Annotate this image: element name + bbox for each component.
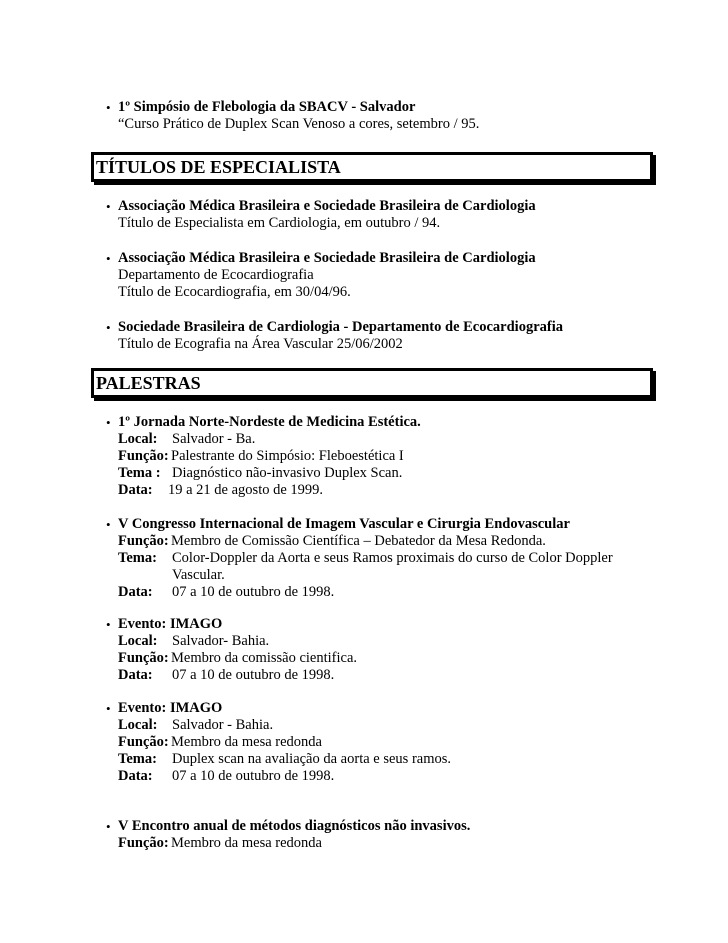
bullet-icon: •: [106, 819, 111, 834]
data-value: 07 a 10 de outubro de 1998.: [172, 768, 335, 784]
bullet-icon: •: [106, 517, 111, 532]
simposio-item: [106, 99, 480, 133]
data-label: Data:: [118, 584, 153, 600]
funcao-label: Função:: [118, 734, 169, 750]
item-title: Sociedade Brasileira de Cardiologia - Departamento de Ecocardiografia: [118, 319, 564, 335]
section-heading-palestras: PALESTRAS: [91, 368, 653, 398]
funcao-value: Palestrante do Simpósio: Fleboestética I: [171, 448, 404, 464]
tema-value-continued: Vascular.: [172, 567, 225, 583]
local-value: Salvador- Bahia.: [172, 633, 270, 649]
item-title: Evento: IMAGO: [118, 616, 223, 632]
tema-value: Color-Doppler da Aorta e seus Ramos proximais do curso de Color Doppler: [172, 550, 613, 566]
palestra-item: [106, 616, 358, 684]
funcao-value: Membro da mesa redonda: [171, 734, 322, 750]
data-value: 19 a 21 de agosto de 1999.: [168, 482, 324, 498]
item-line: Título de Ecocardiografia, em 30/04/96.: [118, 284, 351, 300]
palestra-item: [106, 700, 452, 785]
titulo-item: [106, 198, 536, 232]
bullet-icon: •: [106, 701, 111, 716]
item-title: Evento: IMAGO: [118, 700, 223, 716]
local-value: Salvador - Ba.: [172, 431, 256, 447]
titulo-item: [106, 319, 564, 353]
titulo-item: [106, 250, 536, 301]
palestra-item: [106, 818, 471, 852]
funcao-value: Membro da mesa redonda: [171, 835, 322, 851]
local-label: Local:: [118, 431, 158, 447]
tema-label: Tema:: [118, 550, 157, 566]
funcao-label: Função:: [118, 835, 169, 851]
funcao-value: Membro da comissão cientifica.: [171, 650, 358, 666]
item-title: V Encontro anual de métodos diagnósticos não invasivos.: [118, 818, 471, 834]
palestra-item: [106, 516, 613, 601]
item-line: Departamento de Ecocardiografia: [118, 267, 314, 283]
local-label: Local:: [118, 633, 158, 649]
tema-label: Tema :: [118, 465, 161, 481]
local-value: Salvador - Bahia.: [172, 717, 274, 733]
data-value: 07 a 10 de outubro de 1998.: [172, 667, 335, 683]
data-label: Data:: [118, 667, 153, 683]
bullet-icon: •: [106, 415, 111, 430]
funcao-label: Função:: [118, 533, 169, 549]
item-title: 1º Jornada Norte-Nordeste de Medicina Estética.: [118, 414, 421, 430]
bullet-icon: •: [106, 251, 111, 266]
funcao-value: Membro de Comissão Científica – Debatedor da Mesa Redonda.: [171, 533, 546, 549]
item-title: Associação Médica Brasileira e Sociedade Brasileira de Cardiologia: [118, 198, 536, 214]
bullet-icon: •: [106, 320, 111, 335]
tema-label: Tema:: [118, 751, 157, 767]
item-line: Título de Especialista em Cardiologia, em outubro / 94.: [118, 215, 441, 231]
item-description: “Curso Prático de Duplex Scan Venoso a cores, setembro / 95.: [118, 116, 480, 132]
data-label: Data:: [118, 768, 153, 784]
local-label: Local:: [118, 717, 158, 733]
item-title: Associação Médica Brasileira e Sociedade Brasileira de Cardiologia: [118, 250, 536, 266]
palestra-item: [106, 414, 421, 499]
item-title: 1º Simpósio de Flebologia da SBACV - Salvador: [118, 99, 416, 115]
tema-value: Diagnóstico não-invasivo Duplex Scan.: [172, 465, 403, 481]
bullet-icon: •: [106, 199, 111, 214]
bullet-icon: •: [106, 100, 111, 115]
tema-value: Duplex scan na avaliação da aorta e seus ramos.: [172, 751, 452, 767]
bullet-icon: •: [106, 617, 111, 632]
section-heading-titulos: TÍTULOS DE ESPECIALISTA: [91, 152, 653, 182]
funcao-label: Função:: [118, 650, 169, 666]
item-title: V Congresso Internacional de Imagem Vascular e Cirurgia Endovascular: [118, 516, 570, 532]
item-line: Título de Ecografia na Área Vascular 25/06/2002: [118, 336, 403, 352]
data-label: Data:: [118, 482, 153, 498]
data-value: 07 a 10 de outubro de 1998.: [172, 584, 335, 600]
funcao-label: Função:: [118, 448, 169, 464]
